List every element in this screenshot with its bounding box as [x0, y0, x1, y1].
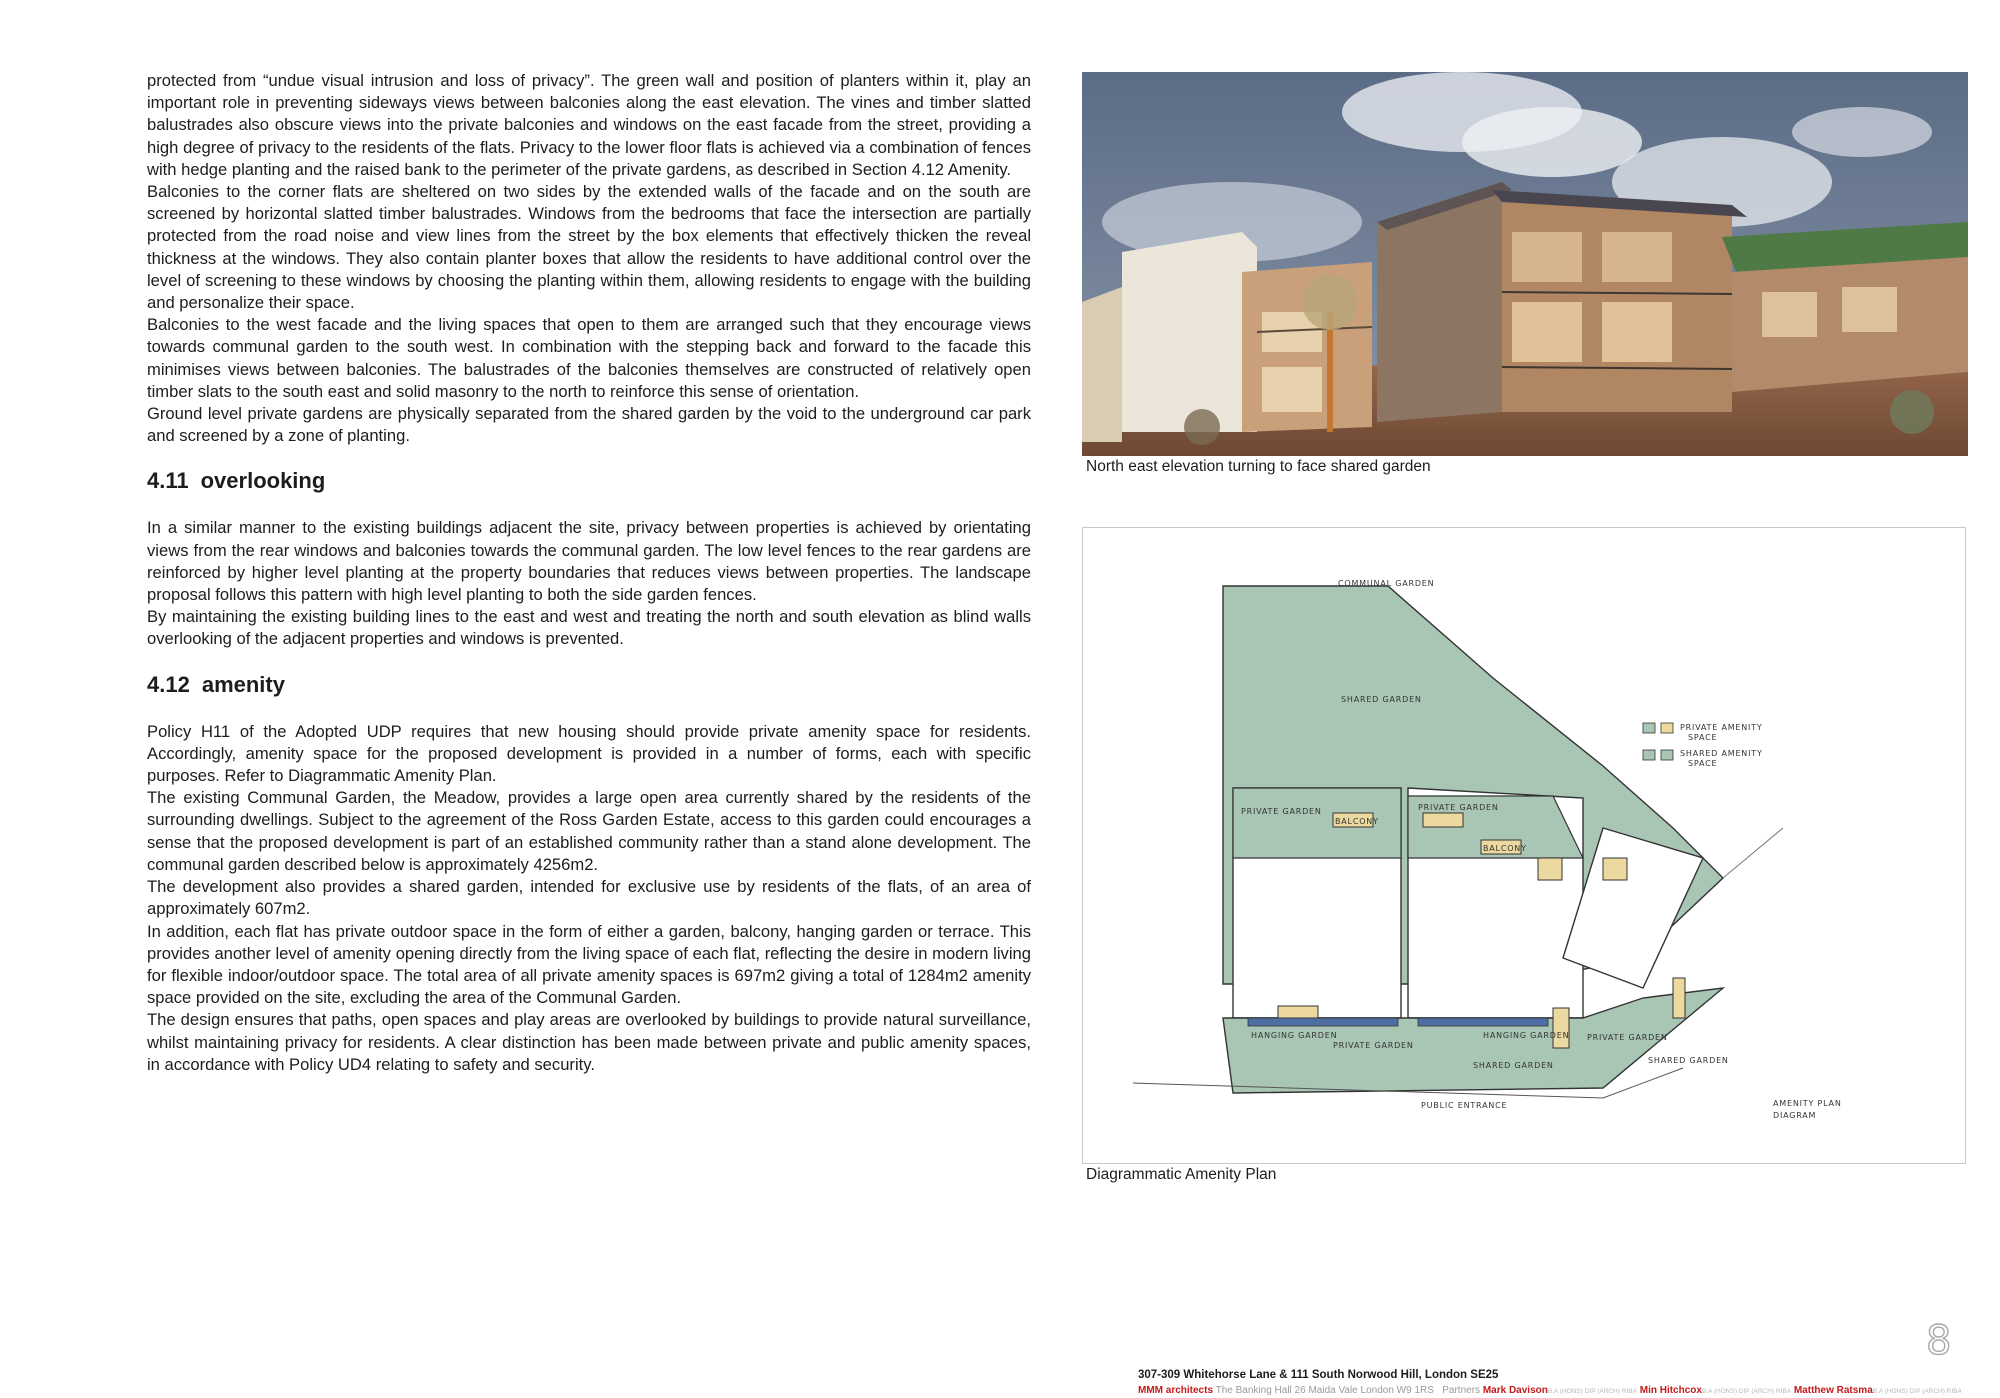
section-412-title: amenity	[201, 671, 285, 697]
label-public-entrance: PUBLIC ENTRANCE	[1421, 1101, 1508, 1110]
intro-paragraph-4: Ground level private gardens are physically separated from the shared garden by the void to the underground car park and screened by a zone of planting.	[147, 404, 1031, 446]
firm-line	[1138, 1385, 1962, 1396]
private-balcony-6	[1278, 1006, 1318, 1018]
label-hanging-garden-c: HANGING GARDEN	[1483, 1031, 1570, 1040]
legend-shared-swatch-2	[1661, 750, 1673, 760]
legend-private-label-1: PRIVATE AMENITY	[1680, 723, 1763, 732]
partner-3-quals: B.A (HONS) DIP (ARCH) RIBA	[1872, 1388, 1962, 1395]
label-private-garden-se: PRIVATE GARDEN	[1587, 1033, 1668, 1042]
legend-shared-label-1: SHARED AMENITY	[1680, 749, 1763, 758]
project-address: 307-309 Whitehorse Lane & 111 South Norwood Hill, London SE25	[1138, 1369, 1499, 1381]
rendering-caption: North east elevation turning to face shared garden	[1086, 458, 1431, 475]
partner-1: Mark Davison	[1482, 1385, 1548, 1396]
hanging-garden-strip-west	[1248, 1018, 1398, 1026]
label-shared-garden-main: SHARED GARDEN	[1341, 695, 1422, 704]
section-411-paragraph-1: In a similar manner to the existing buildings adjacent the site, privacy between properties is achieved by orientating views from the rear windows and balconies towards the communal garden. The low level fences to the rear gardens are reinforced by higher level planting at the property boundaries that reduces views between properties. The landscape proposal follows this pattern with high level planting to both the side garden fences.	[147, 518, 1031, 605]
section-412-heading	[147, 671, 1031, 699]
section-412-paragraph-3: The development also provides a shared garden, intended for exclusive use by residents of the flats, of an area of approximately 607m2.	[147, 877, 1031, 919]
legend-shared-label-2: SPACE	[1688, 759, 1718, 768]
section-411-heading	[147, 467, 1031, 495]
intro-paragraph-1: protected from “undue visual intrusion and loss of privacy”. The green wall and position of planters within it, play an important role in preventing sideways views between balconies along the east elevation. The vines and timber slatted balustrades also obscure views into the private balconies and windows on the east facade from the street, providing a high degree of privacy to the residents of the flats. Privacy to the lower floor flats is achieved via a combination of fences with hedge planting and the raised bank to the perimeter of the private gardens, as described in Section 4.12 Amenity.	[147, 71, 1031, 179]
hanging-garden-strip-centre	[1418, 1018, 1548, 1026]
section-412-paragraph-4: In addition, each flat has private outdoor space in the form of either a garden, balcony, hanging garden or terrace. This provides another level of amenity opening directly from the living space of each flat, reflecting the desire in modern living for flexible indoor/outdoor space. The total area of all private amenity spaces is 697m2 giving a total of 1284m2 amenity space provided on the site, excluding the area of the Communal Garden.	[147, 921, 1031, 1008]
section-412-number: 4.12	[147, 671, 190, 697]
private-balcony-5	[1603, 858, 1627, 880]
footer	[1138, 1369, 1962, 1396]
label-private-garden-sw: PRIVATE GARDEN	[1333, 1041, 1414, 1050]
partner-2: Min Hitchcox	[1639, 1385, 1702, 1396]
label-plan-title-2: DIAGRAM	[1773, 1111, 1817, 1120]
amenity-plan-frame	[1082, 527, 1966, 1164]
intro-paragraph-2: Balconies to the corner flats are sheltered on two sides by the extended walls of the facade and on the south are screened by horizontal slatted timber balustrades. Windows from the bedrooms that face the intersection are partially protected from the road noise and view lines from the street by the box elements that effectively thicken the reveal thickness at the windows. They also contain planter boxes that allow the residents to have additional control over the level of screening to these windows by choosing the planting within them, allowing residents to engage with the building and personalize their space.	[147, 182, 1031, 313]
private-balcony-7	[1553, 1008, 1569, 1048]
legend-shared-swatch-1	[1643, 750, 1655, 760]
legend-private-yellow-swatch	[1661, 723, 1673, 733]
section-412-paragraph-2: The existing Communal Garden, the Meadow, provides a large open area currently shared by the residents of the surrounding dwellings. Subject to the agreement of the Ross Garden Estate, access to this garden could encourages a sense that the proposed development is part of an established community rather than a stand alone development. The communal garden described below is approximately 4256m2.	[147, 788, 1031, 874]
label-plan-title-1: AMENITY PLAN	[1773, 1099, 1842, 1108]
label-shared-garden-s: SHARED GARDEN	[1473, 1061, 1554, 1070]
page-number: 8	[1926, 1318, 1952, 1364]
legend-private-green-swatch	[1643, 723, 1655, 733]
firm-address: The Banking Hall 26 Maida Vale London W9 1RS	[1215, 1385, 1434, 1396]
section-412-paragraph-1: Policy H11 of the Adopted UDP requires that new housing should provide private amenity space for residents. Accordingly, amenity space for the proposed development is provided in a number of forms, each with specific purposes. Refer to Diagrammatic Amenity Plan.	[147, 721, 1031, 786]
north-east-elevation-rendering	[1082, 72, 1968, 456]
amenity-plan-drawing	[1083, 528, 1965, 1163]
section-411-title: overlooking	[200, 468, 326, 494]
section-411-number: 4.11	[147, 468, 189, 494]
private-balcony-2	[1423, 813, 1463, 827]
label-shared-garden-e: SHARED GARDEN	[1648, 1056, 1729, 1065]
label-balcony-n2: BALCONY	[1483, 844, 1527, 853]
main-text-column	[147, 70, 1031, 1076]
label-private-garden-nw: PRIVATE GARDEN	[1241, 807, 1322, 816]
label-hanging-garden-w: HANGING GARDEN	[1251, 1031, 1338, 1040]
firm-name: MMM architects	[1138, 1385, 1214, 1396]
partners-label: Partners	[1442, 1385, 1481, 1396]
private-balcony-4	[1538, 858, 1562, 880]
partner-2-quals: B.A (HONS) DIP (ARCH) RIBA	[1701, 1388, 1792, 1395]
rendering-image	[1082, 72, 1968, 456]
partner-3: Matthew Ratsma	[1793, 1385, 1873, 1396]
section-411-paragraph-2: By maintaining the existing building lines to the east and west and treating the north and south elevation as blind walls overlooking of the adjacent properties and windows is prevented.	[147, 607, 1031, 649]
plan-caption: Diagrammatic Amenity Plan	[1086, 1166, 1277, 1183]
partner-1-quals: B.A (HONS) DIP (ARCH) RIBA	[1547, 1388, 1637, 1395]
label-balcony-n1: BALCONY	[1335, 817, 1379, 826]
label-communal-garden: COMMUNAL GARDEN	[1338, 579, 1435, 588]
intro-paragraph-3: Balconies to the west facade and the living spaces that open to them are arranged such that they encourage views towards communal garden to the south west. In combination with the stepping back and forward to the facade this minimises views between balconies. The balustrades of the balconies themselves are constructed of relatively open timber slats to the south east and solid masonry to the north to reinforce this sense of orientation.	[147, 315, 1031, 401]
label-private-garden-n: PRIVATE GARDEN	[1418, 803, 1499, 812]
private-balcony-8	[1673, 978, 1685, 1018]
section-412-paragraph-5: The design ensures that paths, open spaces and play areas are overlooked by buildings to provide natural surveillance, whilst maintaining privacy for residents. A clear distinction has been made between private and public amenity spaces, in accordance with Policy UD4 relating to safety and security.	[147, 1010, 1031, 1074]
legend-private-label-2: SPACE	[1688, 733, 1718, 742]
site-edge-line	[1723, 828, 1783, 878]
